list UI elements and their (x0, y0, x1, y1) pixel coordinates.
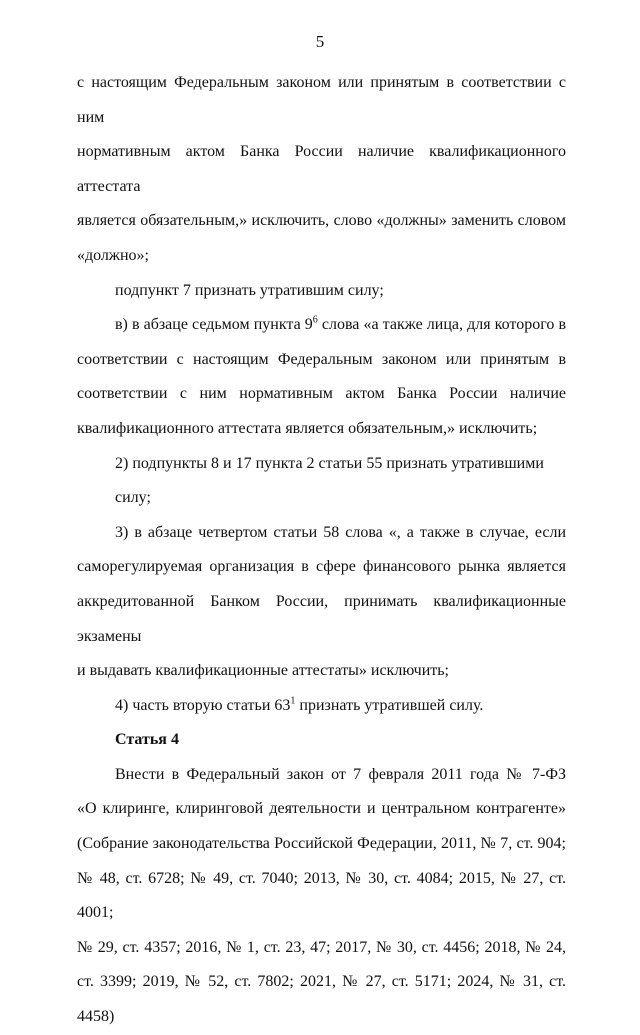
text-segment: в) в абзаце седьмом пункта 9 (115, 316, 313, 334)
text-line: с настоящим Федеральным законом или принятым в соответствии с ним (77, 74, 566, 126)
text-line: подпункт 7 признать утратившим силу; (115, 281, 384, 299)
text-line: 3) в абзаце четвертом статьи 58 слова «, а также в случае, если (115, 523, 566, 541)
page-number: 5 (315, 32, 325, 51)
text-line: соответствии с ним нормативным актом Банка России наличие (77, 385, 566, 403)
text-line: № 29, ст. 4357; 2016, № 1, ст. 23, 47; 2017, № 30, ст. 4456; 2018, № 24, (77, 938, 566, 956)
text-line: является обязательным,» исключить, слово «должны» заменить словом (77, 212, 566, 230)
text-line: 2) подпункты 8 и 17 пункта 2 статьи 55 признать утратившими силу; (115, 454, 544, 507)
superscript: 1 (290, 695, 296, 707)
text-line-with-superscript (77, 689, 566, 724)
text-line: нормативным актом Банка России наличие квалификационного аттестата (77, 143, 566, 195)
text-line: № 48, ст. 6728; № 49, ст. 7040; 2013, № 30, ст. 4084; 2015, № 27, ст. 4001; (77, 869, 566, 922)
text-line: аккредитованной Банком России, принимать квалификационные экзамены (77, 592, 566, 645)
text-line: «должно»; (77, 246, 149, 264)
article-heading: Статья 4 (115, 731, 179, 749)
text-line: и выдавать квалификационные аттестаты» исключить; (77, 662, 449, 680)
text-segment: слова «а также лица, для которого в (317, 316, 567, 334)
text-line: (Собрание законодательства Российской Федерации, 2011, № 7, ст. 904; (77, 835, 566, 853)
text-line: ст. 3399; 2019, № 52, ст. 7802; 2021, № 27, ст. 5171; 2024, № 31, ст. 4458) (77, 973, 566, 1026)
text-line-with-superscript (77, 308, 566, 343)
text-line: «О клиринге, клиринговой деятельности и центральном контрагенте» (77, 800, 566, 818)
text-line: Внести в Федеральный закон от 7 февраля 2011 года № 7-ФЗ (115, 765, 566, 783)
document-body (77, 66, 566, 1035)
superscript: 6 (312, 314, 318, 326)
text-segment: 4) часть вторую статьи 63 (115, 696, 291, 714)
text-line: соответствии с настоящим Федеральным законом или принятым в (77, 350, 566, 368)
text-line: квалификационного аттестата является обязательным,» исключить; (77, 419, 538, 437)
text-segment: признать утратившей силу. (295, 696, 484, 714)
text-line: саморегулируемая организация в сфере финансового рынка является (77, 558, 566, 576)
